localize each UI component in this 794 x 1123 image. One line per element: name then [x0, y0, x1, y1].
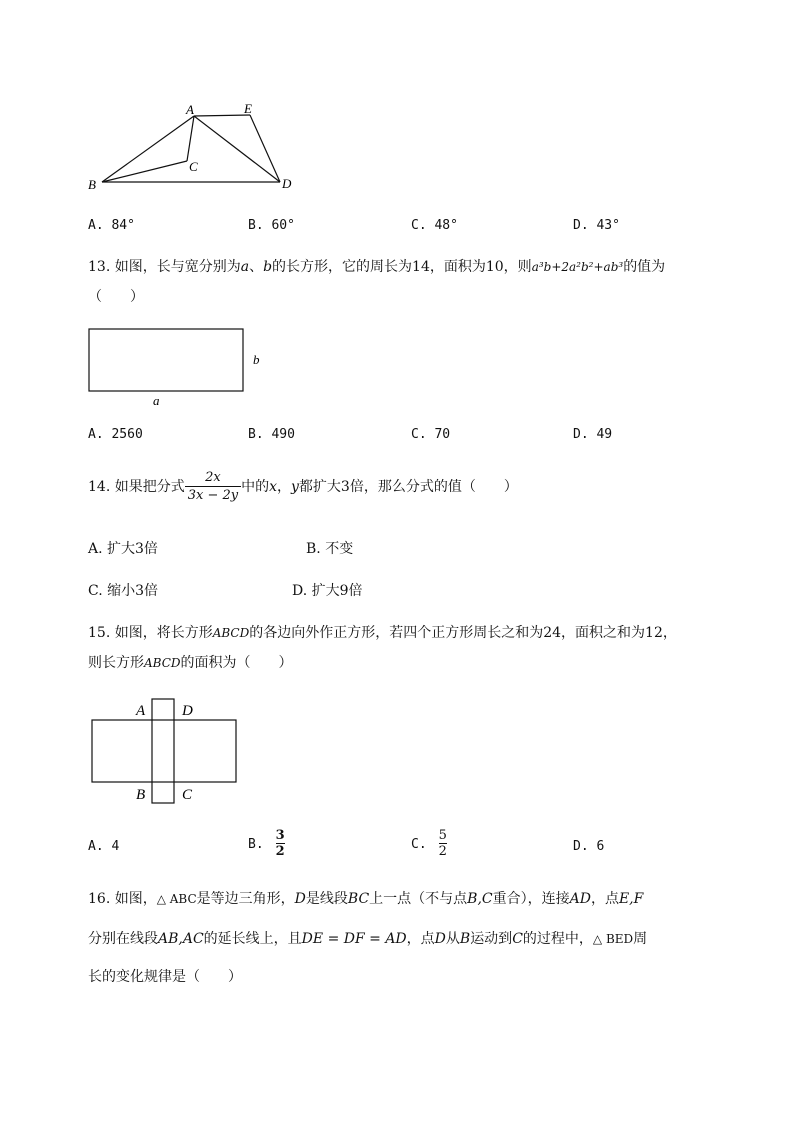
segment-ed [250, 115, 280, 182]
q14-stem: 14. 如果把分式 $\frac{2x}{3x - 2y}$ 中的 x ， y 都扩大3倍，那么分式的值（ ） [88, 470, 518, 503]
rectangle [89, 329, 243, 391]
label-c: C [189, 159, 198, 174]
q14-fraction: $\frac{2x}{3x - 2y}$ [185, 470, 241, 504]
segment-ad [194, 116, 280, 182]
q15-option-c: C. $\frac{5}{2}$ [411, 828, 447, 859]
vertical-rectangle [152, 699, 174, 803]
q12-option-b: B. 60° [248, 218, 295, 233]
segment-ac [187, 116, 194, 161]
q14-option-b: B. 不变 [306, 541, 354, 557]
label-a: A [186, 102, 194, 117]
q14-option-d: D. 扩大9倍 [292, 583, 363, 599]
q15-option-a: A. 4 [88, 839, 120, 854]
q15-option-b: B. $\frac{3}{2}$ [248, 828, 285, 859]
q15-option-b-fraction: $\frac{3}{2}$ [275, 828, 285, 859]
q15-stem-line1: 15. 如图，将长方形ABCD的各边向外作正方形，若四个正方形周长之和为24，面积之和为12， [88, 625, 677, 641]
label-b: b [253, 352, 260, 367]
q14-option-c: C. 缩小3倍 [88, 583, 159, 599]
label-b: B [136, 787, 146, 803]
q16-stem-line2: 分别在线段AB,AC的延长线上，且DE = DF = AD，点D从B运动到C的过程中，△ BED周 [88, 931, 648, 947]
q15-figure [80, 692, 250, 812]
q12-option-d: D. 43° [573, 218, 620, 233]
horizontal-rectangle [92, 720, 236, 782]
q13-option-d: D. 49 [573, 427, 613, 442]
q12-option-a: A. 84° [88, 218, 135, 233]
segment-bc [102, 161, 187, 182]
label-c: C [182, 787, 193, 803]
q12-option-c: C. 48° [411, 218, 458, 233]
segment-ae [194, 115, 250, 116]
label-d: D [182, 703, 193, 719]
label-b: B [88, 177, 96, 192]
q16-stem-line3: 长的变化规律是（ ） [88, 969, 242, 985]
q13-blank: （ ） [88, 289, 144, 305]
label-a: A [136, 703, 146, 719]
q13-stem: 13. 如图，长与宽分别为a、b的长方形，它的周长为14，面积为10，则a³b+2a²b²+ab³的值为 [88, 259, 666, 275]
q16-stem-line1: 16. 如图，△ ABC是等边三角形，D是线段BC上一点（不与点B,C重合），连接AD，点E,F [88, 891, 644, 907]
q13-figure [80, 322, 280, 412]
q13-expression: a³b+2a²b²+ab³ [531, 260, 624, 274]
q14-option-a: A. 扩大3倍 [88, 541, 158, 557]
segment-ab [102, 116, 194, 182]
q15-option-c-fraction: $\frac{5}{2}$ [438, 828, 447, 859]
label-e: E [244, 101, 252, 116]
q12-figure [80, 98, 310, 198]
q15-stem-line2: 则长方形ABCD的面积为（ ） [88, 655, 293, 671]
label-d: D [282, 176, 292, 191]
q15-option-d: D. 6 [573, 839, 605, 854]
q13-option-c: C. 70 [411, 427, 451, 442]
q13-option-b: B. 490 [248, 427, 295, 442]
q13-option-a: A. 2560 [88, 427, 143, 442]
label-a: a [153, 393, 160, 408]
